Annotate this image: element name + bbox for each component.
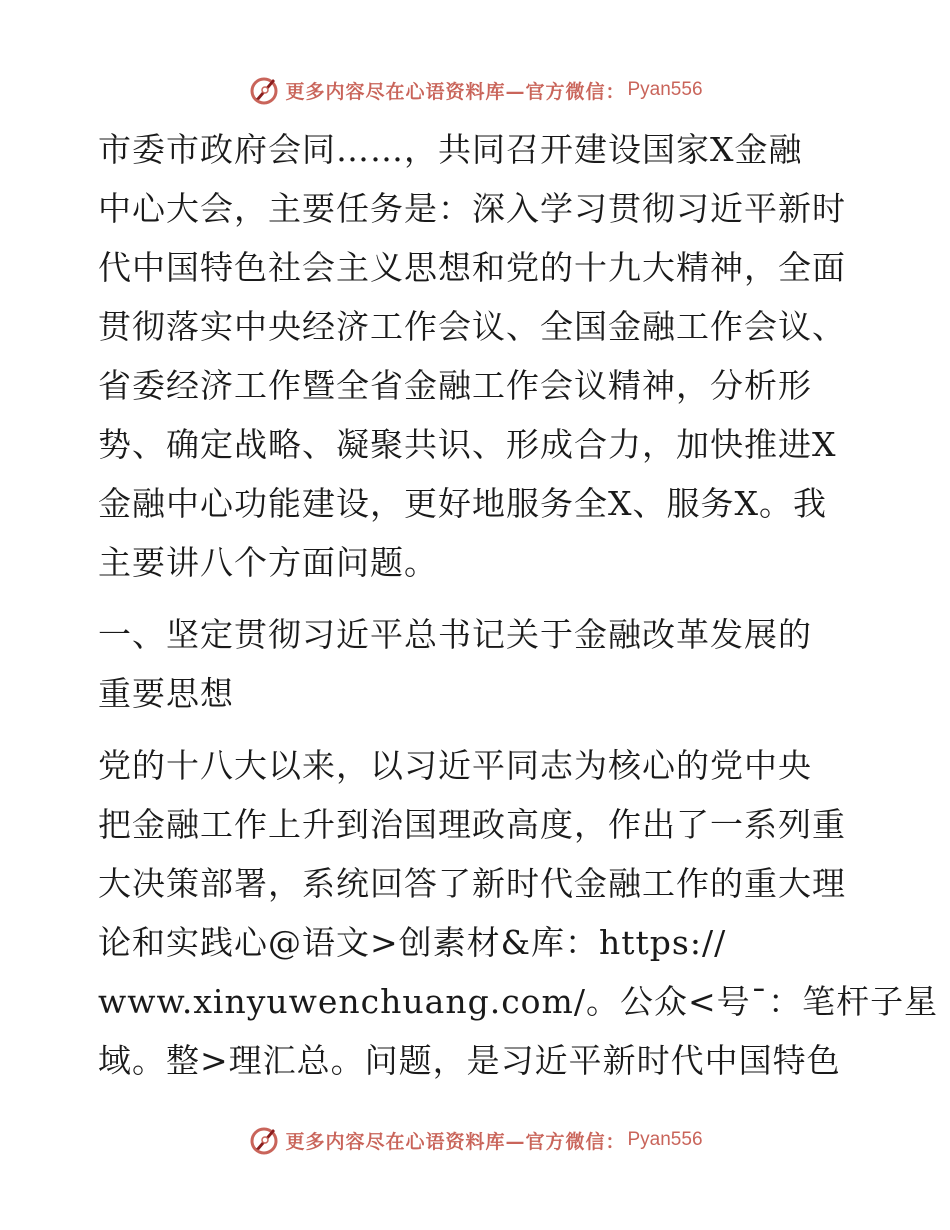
paragraph-section-1: [98, 736, 939, 1090]
text-line: 代中国特色社会主义思想和党的十九大精神，全面: [98, 248, 846, 287]
text-line: 主要讲八个方面问题。: [98, 543, 438, 582]
paragraph-intro: [98, 120, 858, 592]
watermark-text: 更多内容尽在心语资料库—官方微信：: [285, 1130, 626, 1153]
section-heading-1: [98, 605, 858, 723]
text-line: 域。整>理汇总。问题，是习近平新时代中国特色: [98, 1041, 841, 1080]
text-line: www.xinyuwenchuang.com/。公众<号¯：笔杆子星: [98, 982, 939, 1021]
text-line: 中心大会，主要任务是：深入学习贯彻习近平新时: [98, 189, 846, 228]
text-line: 势、确定战略、凝聚共识、形成合力，加快推进X: [98, 425, 837, 464]
watermark-wechat-id: Pyan556: [627, 1129, 703, 1150]
heading-line: 重要思想: [98, 674, 234, 713]
text-line: 贯彻落实中央经济工作会议、全国金融工作会议、: [98, 307, 846, 346]
document-body: [98, 120, 939, 1090]
watermark-wechat-id: Pyan556: [627, 79, 703, 100]
paragraph-gap: [98, 723, 858, 736]
text-line: 把金融工作上升到治国理政高度，作出了一系列重: [98, 805, 846, 844]
watermark-text: 更多内容尽在心语资料库—官方微信：: [285, 80, 626, 103]
watermark-banner-bottom: [0, 1120, 950, 1160]
text-line: 省委经济工作暨全省金融工作会议精神，分析形: [98, 366, 812, 405]
text-line: 市委市政府会同……，共同召开建设国家X金融: [98, 130, 803, 169]
quill-logo-icon: [247, 1123, 281, 1157]
text-line: 金融中心功能建设，更好地服务全X、服务X。我: [98, 484, 827, 523]
paragraph-gap: [98, 592, 858, 605]
watermark-banner-top: [0, 70, 950, 110]
quill-logo-icon: [247, 73, 281, 107]
text-line: 论和实践心@语文>创素材&库：https://: [98, 923, 727, 962]
text-line: 大决策部署，系统回答了新时代金融工作的重大理: [98, 864, 846, 903]
heading-line: 一、坚定贯彻习近平总书记关于金融改革发展的: [98, 615, 812, 654]
text-line: 党的十八大以来，以习近平同志为核心的党中央: [98, 746, 812, 785]
